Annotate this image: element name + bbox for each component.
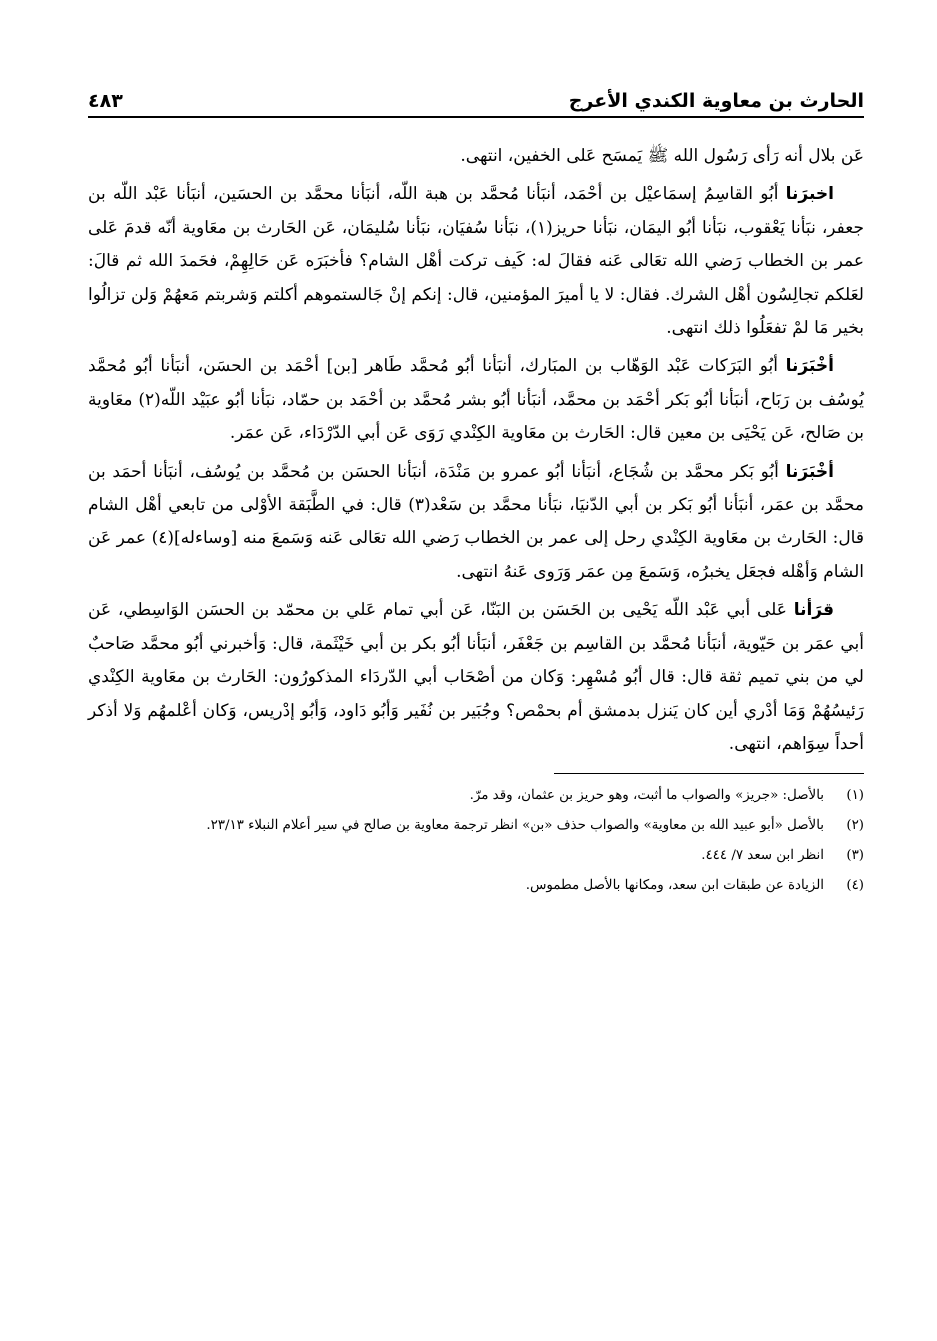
document-page	[88, 80, 864, 1310]
footnote-number: (٤)	[846, 878, 864, 894]
footnote-text: بالأصل: «جريز» والصواب ما أثبت، وهو حريز بن عثمان، وقد مرّ.	[469, 788, 824, 804]
paragraph	[88, 594, 864, 761]
paragraph-lead-word: قرَأنا	[793, 600, 834, 621]
footnote-number: (٢)	[846, 818, 864, 834]
main-text	[88, 140, 864, 761]
paragraph-text: أبُو البَرَكات عَبْد الوَهّاب بن المبَارك، أنبَأنا أبُو مُحمَّد طَاهر [بن] أحْمَد بن الحسَن، أنبَأنا أبُو مُحمَّد يُوسُف بن رَبَاح، أنبَأنا أبُو بَكر أحْمَد بن محمَّد، أنبَأنا أبُو بشر مُحمَّد بن أحْمَد بن حمّاد، نبَأنا أبُو عبَيْد اللّه(٢) معَاوية بن صَالح، عَن يَحْيَى بن معين قال: الحَارث بن معَاوية الكِنْدي رَوَى عَن أبي الدّرْدَاء، عَن عمَر.	[88, 356, 864, 444]
paragraph-text: أبُو بَكر محمَّد بن شُجَاع، أنبَأنا أبُو عمرو بن مَنْدَة، أنبَأنا الحسَن بن مُحمَّد بن يُوسُف، أنبَأنا أحمَد بن محمَّد بن عمَر، أنبَأنا أبُو بَكر بن أبي الدّنيَا، نبَأنا محمَّد بن سَعْد(٣) قال: في الطَّبَقة الأوْلى من تابعي أهْل الشام قال: الحَارث بن معَاوية الكِنْدي رحل إلى عمر بن الخطاب رَضي الله تعَالى عَنه وَسَمعَ منه [وساءله](٤) عمر عَن الشام وَأهْله فجعَل يخبرُه، وَسَمعَ مِن عمَر وَرَوى عَنهُ انتهى.	[88, 461, 864, 582]
paragraph-lead-word: اخبرَنا	[785, 184, 834, 205]
page-number: ٤٨٣	[88, 90, 123, 112]
paragraph-lead-word: أخْبَرَنا	[785, 461, 834, 482]
footnote-number: (٣)	[846, 848, 864, 864]
footnote-text: الزيادة عن طبقات ابن سعد، ومكانها بالأصل مطموس.	[525, 878, 824, 894]
paragraph	[88, 178, 864, 345]
paragraph	[88, 456, 864, 590]
footnote	[88, 874, 864, 898]
paragraph-text: عَن بلال أنه رَأى رَسُول الله ﷺ يَمسَح عَلى الخفين، انتهى.	[460, 146, 864, 166]
footnote-separator	[554, 773, 864, 774]
paragraph	[88, 350, 864, 450]
page-header	[88, 80, 864, 118]
running-title: الحارث بن معاوية الكندي الأعرج	[568, 90, 864, 112]
paragraph-text: أبُو القاسِمُ إسمَاعيْل بن أحْمَد، أنبَأنا مُحمَّد بن هبة اللّه، أنبَأنا محمَّد بن الحسَين، أنبَأنا عَبْد اللّه بن جعفر، نبَأنا يَعْقوب، نبَأنا أبُو اليمَان، نبَأنا حريز(١)، نبَأنا سُفيَان، نبَأنا سُليمَان، عَن الحَارث بن معَاوية أنّه قدمَ عَلى عمر بن الخطاب رَضي الله تعَالى عَنه فقالَ له: كَيف تركت أهْل الشام؟ فأخبَرَه عَن حَالِهِمْ، فحَمدَ الله ثم قالَ: لعَلكم تجالِسُون أهْل الشرك. فقال: لا يا أميرَ المؤمنين، قال: إنكم إنْ جَالستموهم أكلتم وَشربتم مَعهُمْ وَلن تزالُوا بخير مَا لمْ تفعَلُوا ذلك انتهى.	[88, 184, 864, 339]
footnote	[88, 844, 864, 868]
footnote	[88, 814, 864, 838]
paragraph	[88, 140, 864, 173]
paragraph-text: عَلى أبي عَبْد اللّه يَحْيى بن الحَسَن بن البَنّا، عَن أبي تمام عَلي بن محمّد بن الحسَن الوَاسِطي، عَن أبي عمَر بن حَيّوية، أنبَأنا مُحمَّد بن القاسِم بن جَعْفَر، أنبَأنا أبُو بكر بن أبي خَيْثَمة، قال: وَأخبرني أبُو محمَّد صَاحبٌ لي من بني تميم ثقة قال: قال أبُو مُسْهِر: وَكان من أصْحَاب أبي الدّردَاء المذكورُون: الحَارث بن معَاوية الكِنْدي رَئيسُهُمْ وَمَا أدْري أين كان يَنزل بدمشق أم بحمْص؟ وجُبَير بن نُفَير وَأبُو دَاود، وَأبُو إدْريس، وَكان أعْلمهُم وَلا أذكر أحداً سِوَاهم، انتهى.	[88, 600, 864, 754]
footnote-text: بالأصل «أبو عبيد الله بن معاوية» والصواب حذف «بن» انظر ترجمة معاوية بن صالح في سير أعلام النبلاء ٢٣/١٣.	[206, 818, 824, 834]
footnote	[88, 784, 864, 808]
footnotes	[88, 784, 864, 898]
footnote-text: انظر ابن سعد ٧/ ٤٤٤.	[701, 848, 824, 864]
footnote-number: (١)	[846, 788, 864, 804]
paragraph-lead-word: أخْبَرَنا	[785, 356, 834, 377]
